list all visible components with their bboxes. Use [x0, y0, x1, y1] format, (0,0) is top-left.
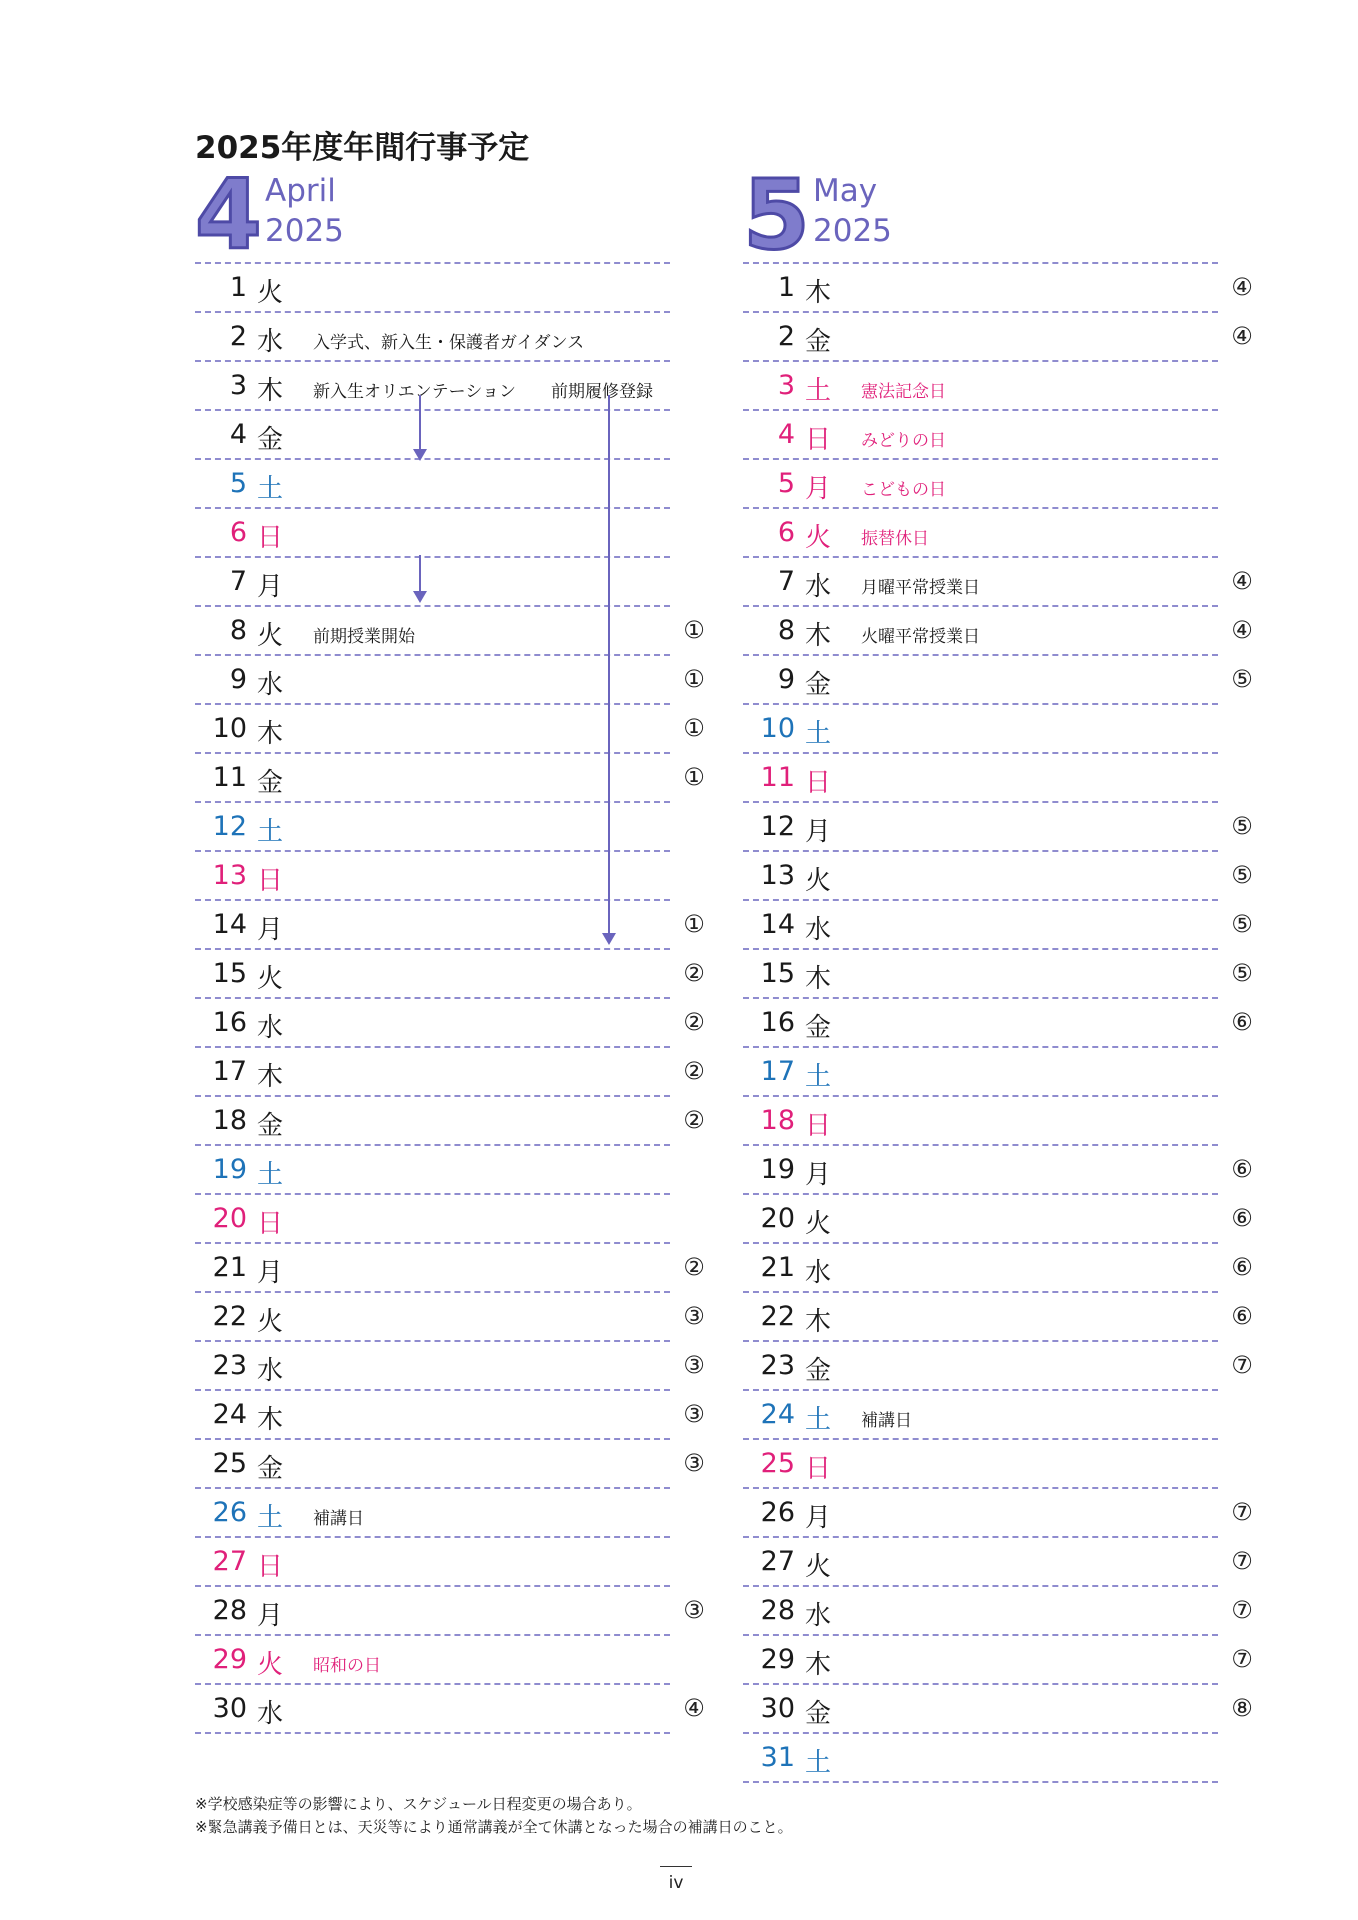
may-day-list — [743, 262, 1253, 1783]
lecture-week-badge: ③ — [683, 1449, 705, 1477]
event-label: 前期授業開始 — [313, 627, 415, 647]
april-day-row — [195, 1636, 670, 1685]
day-number: 12 — [212, 811, 247, 842]
april-day-row — [195, 1195, 670, 1244]
lecture-week-badge: ⑧ — [1231, 1694, 1253, 1722]
day-number: 10 — [760, 713, 795, 744]
day-of-week: 土 — [257, 817, 284, 847]
may-day-row — [743, 1195, 1253, 1244]
april-day-row — [195, 950, 705, 999]
page-title: 2025年度年間行事予定 — [195, 130, 530, 166]
lecture-week-badge: ① — [683, 665, 705, 693]
lecture-week-badge: ⑦ — [1231, 1547, 1253, 1575]
may-calendar — [743, 159, 1253, 1783]
may-day-row — [743, 999, 1253, 1048]
day-of-week: 火 — [257, 1307, 284, 1337]
may-day-row — [743, 264, 1253, 313]
may-day-row — [743, 1146, 1253, 1195]
may-day-row — [743, 1734, 1218, 1783]
event-label-secondary: 前期履修登録 — [551, 382, 653, 402]
april-day-row — [195, 1293, 705, 1342]
lecture-week-badge: ⑥ — [1231, 1008, 1253, 1036]
may-month-year: 2025 — [813, 213, 892, 249]
lecture-week-badge: ⑦ — [1231, 1645, 1253, 1673]
day-of-week: 月 — [257, 572, 284, 602]
may-day-row — [743, 852, 1253, 901]
page-number-rule — [660, 1866, 692, 1867]
may-day-row — [743, 1636, 1253, 1685]
day-number: 27 — [760, 1546, 795, 1577]
day-number: 20 — [212, 1203, 247, 1234]
lecture-week-badge: ③ — [683, 1302, 705, 1330]
day-number: 6 — [777, 517, 795, 548]
event-label: 補講日 — [313, 1509, 364, 1529]
day-of-week: 土 — [257, 474, 284, 504]
day-of-week: 土 — [257, 1160, 284, 1190]
may-day-row — [743, 901, 1253, 950]
april-day-row — [195, 264, 670, 313]
lecture-week-badge: ④ — [683, 1694, 705, 1722]
day-of-week: 月 — [805, 1160, 832, 1190]
day-of-week: 火 — [805, 1209, 832, 1239]
day-number: 4 — [777, 419, 795, 450]
day-of-week: 水 — [805, 1601, 832, 1631]
day-number: 3 — [229, 370, 247, 401]
day-number: 9 — [229, 664, 247, 695]
april-day-row — [195, 1048, 705, 1097]
day-of-week: 月 — [805, 1503, 832, 1533]
day-of-week: 木 — [805, 964, 832, 994]
day-number: 25 — [212, 1448, 247, 1479]
registration-arrow — [599, 395, 619, 950]
lecture-week-badge: ⑥ — [1231, 1204, 1253, 1232]
lecture-week-badge: ⑤ — [1231, 665, 1253, 693]
lecture-week-badge: ③ — [683, 1596, 705, 1624]
day-number: 31 — [760, 1742, 795, 1773]
day-number: 29 — [212, 1644, 247, 1675]
day-number: 16 — [212, 1007, 247, 1038]
april-day-row — [195, 1244, 705, 1293]
day-number: 5 — [777, 468, 795, 499]
day-number: 4 — [229, 419, 247, 450]
day-number: 15 — [760, 958, 795, 989]
orientation-arrow-2 — [410, 555, 430, 607]
may-day-row — [743, 362, 1218, 411]
day-number: 23 — [760, 1350, 795, 1381]
day-number: 21 — [212, 1252, 247, 1283]
day-of-week: 月 — [257, 1601, 284, 1631]
april-day-row — [195, 1391, 705, 1440]
day-number: 1 — [229, 272, 247, 303]
day-of-week: 日 — [257, 866, 284, 896]
event-label: 憲法記念日 — [861, 382, 946, 402]
event-label: 月曜平常授業日 — [861, 578, 980, 598]
day-of-week: 火 — [805, 1552, 832, 1582]
day-number: 28 — [760, 1595, 795, 1626]
day-number: 25 — [760, 1448, 795, 1479]
lecture-week-badge: ② — [683, 1253, 705, 1281]
lecture-week-badge: ⑦ — [1231, 1596, 1253, 1624]
day-of-week: 土 — [805, 1062, 832, 1092]
lecture-week-badge: ⑦ — [1231, 1351, 1253, 1379]
day-of-week: 木 — [805, 1307, 832, 1337]
day-number: 13 — [760, 860, 795, 891]
day-of-week: 水 — [257, 327, 284, 357]
day-of-week: 火 — [257, 621, 284, 651]
lecture-week-badge: ③ — [683, 1351, 705, 1379]
day-number: 3 — [777, 370, 795, 401]
day-of-week: 月 — [257, 915, 284, 945]
day-of-week: 金 — [257, 425, 284, 455]
may-day-row — [743, 558, 1253, 607]
day-of-week: 金 — [805, 1699, 832, 1729]
may-day-row — [743, 1587, 1253, 1636]
lecture-week-badge: ① — [683, 763, 705, 791]
may-day-row — [743, 509, 1218, 558]
may-day-row — [743, 705, 1218, 754]
page-number: iv — [668, 1873, 684, 1893]
day-number: 22 — [760, 1301, 795, 1332]
may-day-row — [743, 1244, 1253, 1293]
day-of-week: 月 — [257, 1258, 284, 1288]
april-day-row — [195, 1538, 670, 1587]
day-of-week: 木 — [257, 1405, 284, 1435]
day-number: 2 — [229, 321, 247, 352]
lecture-week-badge: ② — [683, 959, 705, 987]
lecture-week-badge: ⑥ — [1231, 1155, 1253, 1183]
day-number: 22 — [212, 1301, 247, 1332]
day-of-week: 水 — [257, 1699, 284, 1729]
day-of-week: 火 — [805, 866, 832, 896]
lecture-week-badge: ① — [683, 616, 705, 644]
day-number: 24 — [212, 1399, 247, 1430]
lecture-week-badge: ② — [683, 1057, 705, 1085]
lecture-week-badge: ④ — [1231, 322, 1253, 350]
day-of-week: 木 — [257, 376, 284, 406]
day-of-week: 土 — [805, 1405, 832, 1435]
event-label: 入学式、新入生・保護者ガイダンス — [313, 333, 585, 353]
day-of-week: 月 — [805, 817, 832, 847]
day-number: 29 — [760, 1644, 795, 1675]
footnote-1: ※学校感染症等の影響により、スケジュール日程変更の場合あり。 — [195, 1795, 642, 1813]
day-number: 7 — [229, 566, 247, 597]
day-number: 5 — [229, 468, 247, 499]
day-of-week: 火 — [257, 964, 284, 994]
may-day-row — [743, 313, 1253, 362]
lecture-week-badge: ⑤ — [1231, 861, 1253, 889]
lecture-week-badge: ② — [683, 1008, 705, 1036]
day-number: 7 — [777, 566, 795, 597]
event-label: 振替休日 — [861, 529, 929, 549]
april-day-row — [195, 1342, 705, 1391]
day-of-week: 木 — [257, 719, 284, 749]
day-number: 21 — [760, 1252, 795, 1283]
day-of-week: 金 — [805, 1356, 832, 1386]
lecture-week-badge: ① — [683, 910, 705, 938]
day-of-week: 水 — [257, 1356, 284, 1386]
day-of-week: 日 — [805, 768, 832, 798]
april-day-row — [195, 313, 670, 362]
lecture-week-badge: ⑦ — [1231, 1498, 1253, 1526]
lecture-week-badge: ⑤ — [1231, 812, 1253, 840]
day-number: 26 — [760, 1497, 795, 1528]
day-of-week: 金 — [805, 327, 832, 357]
day-number: 6 — [229, 517, 247, 548]
may-day-row — [743, 1489, 1253, 1538]
day-of-week: 水 — [805, 572, 832, 602]
day-of-week: 金 — [805, 1013, 832, 1043]
april-day-row — [195, 1440, 705, 1489]
day-of-week: 火 — [257, 1650, 284, 1680]
may-day-row — [743, 803, 1253, 852]
day-of-week: 水 — [257, 670, 284, 700]
day-of-week: 日 — [257, 1552, 284, 1582]
lecture-week-badge: ④ — [1231, 273, 1253, 301]
may-day-row — [743, 1685, 1253, 1734]
may-header — [743, 159, 1218, 271]
day-of-week: 金 — [257, 1111, 284, 1141]
day-number: 30 — [212, 1693, 247, 1724]
lecture-week-badge: ① — [683, 714, 705, 742]
day-number: 19 — [760, 1154, 795, 1185]
day-of-week: 土 — [805, 1748, 832, 1778]
day-of-week: 木 — [805, 1650, 832, 1680]
day-number: 30 — [760, 1693, 795, 1724]
footnote-2: ※緊急講義予備日とは、天災等により通常講義が全て休講となった場合の補講日のこと。 — [195, 1818, 793, 1836]
day-number: 18 — [760, 1105, 795, 1136]
day-number: 23 — [212, 1350, 247, 1381]
day-of-week: 木 — [257, 1062, 284, 1092]
day-number: 8 — [229, 615, 247, 646]
may-month-name: May — [813, 173, 878, 209]
day-number: 17 — [760, 1056, 795, 1087]
day-of-week: 木 — [805, 621, 832, 651]
day-of-week: 月 — [805, 474, 832, 504]
day-number: 28 — [212, 1595, 247, 1626]
footnotes — [195, 1793, 793, 1839]
day-of-week: 金 — [257, 768, 284, 798]
april-month-number: 4 — [195, 159, 262, 271]
event-label: 新入生オリエンテーション — [313, 382, 516, 402]
day-number: 18 — [212, 1105, 247, 1136]
april-day-row — [195, 1587, 705, 1636]
lecture-week-badge: ⑤ — [1231, 910, 1253, 938]
may-day-row — [743, 1293, 1253, 1342]
day-of-week: 火 — [805, 523, 832, 553]
event-label: こどもの日 — [861, 480, 946, 500]
day-of-week: 日 — [805, 1111, 832, 1141]
may-day-row — [743, 1391, 1218, 1440]
lecture-week-badge: ⑤ — [1231, 959, 1253, 987]
day-of-week: 土 — [805, 719, 832, 749]
orientation-arrow-1 — [410, 395, 430, 465]
day-of-week: 日 — [805, 425, 832, 455]
april-day-row — [195, 1489, 670, 1538]
day-of-week: 金 — [805, 670, 832, 700]
day-number: 11 — [760, 762, 795, 793]
may-day-row — [743, 1538, 1253, 1587]
day-of-week: 日 — [257, 523, 284, 553]
may-day-row — [743, 1048, 1218, 1097]
day-number: 12 — [760, 811, 795, 842]
may-day-row — [743, 411, 1218, 460]
day-number: 9 — [777, 664, 795, 695]
day-number: 19 — [212, 1154, 247, 1185]
may-day-row — [743, 754, 1218, 803]
day-of-week: 木 — [805, 278, 832, 308]
day-number: 13 — [212, 860, 247, 891]
day-of-week: 日 — [805, 1454, 832, 1484]
day-number: 1 — [777, 272, 795, 303]
event-label: 補講日 — [861, 1411, 912, 1431]
may-day-row — [743, 1097, 1218, 1146]
day-of-week: 水 — [805, 1258, 832, 1288]
day-number: 2 — [777, 321, 795, 352]
may-day-row — [743, 1342, 1253, 1391]
day-number: 14 — [212, 909, 247, 940]
may-month-number: 5 — [743, 159, 810, 271]
lecture-week-badge: ④ — [1231, 616, 1253, 644]
day-number: 8 — [777, 615, 795, 646]
day-number: 16 — [760, 1007, 795, 1038]
day-of-week: 水 — [805, 915, 832, 945]
day-number: 20 — [760, 1203, 795, 1234]
lecture-week-badge: ② — [683, 1106, 705, 1134]
day-number: 26 — [212, 1497, 247, 1528]
may-day-row — [743, 656, 1253, 705]
event-label: 昭和の日 — [313, 1656, 381, 1676]
event-label: 火曜平常授業日 — [861, 627, 980, 647]
april-month-name: April — [265, 173, 336, 209]
april-month-year: 2025 — [265, 213, 344, 249]
day-of-week: 水 — [257, 1013, 284, 1043]
day-of-week: 土 — [805, 376, 832, 406]
day-number: 11 — [212, 762, 247, 793]
day-number: 27 — [212, 1546, 247, 1577]
day-of-week: 土 — [257, 1503, 284, 1533]
may-day-row — [743, 607, 1253, 656]
day-number: 10 — [212, 713, 247, 744]
day-number: 24 — [760, 1399, 795, 1430]
day-number: 15 — [212, 958, 247, 989]
lecture-week-badge: ⑥ — [1231, 1253, 1253, 1281]
day-of-week: 火 — [257, 278, 284, 308]
day-of-week: 日 — [257, 1209, 284, 1239]
may-day-row — [743, 1440, 1218, 1489]
lecture-week-badge: ③ — [683, 1400, 705, 1428]
day-of-week: 金 — [257, 1454, 284, 1484]
april-day-row — [195, 1146, 670, 1195]
may-day-row — [743, 460, 1218, 509]
day-number: 17 — [212, 1056, 247, 1087]
lecture-week-badge: ⑥ — [1231, 1302, 1253, 1330]
may-day-row — [743, 950, 1253, 999]
april-day-row — [195, 1685, 705, 1734]
april-day-row — [195, 999, 705, 1048]
event-label: みどりの日 — [861, 431, 946, 451]
april-day-row — [195, 1097, 705, 1146]
lecture-week-badge: ④ — [1231, 567, 1253, 595]
day-number: 14 — [760, 909, 795, 940]
april-header — [195, 159, 670, 271]
